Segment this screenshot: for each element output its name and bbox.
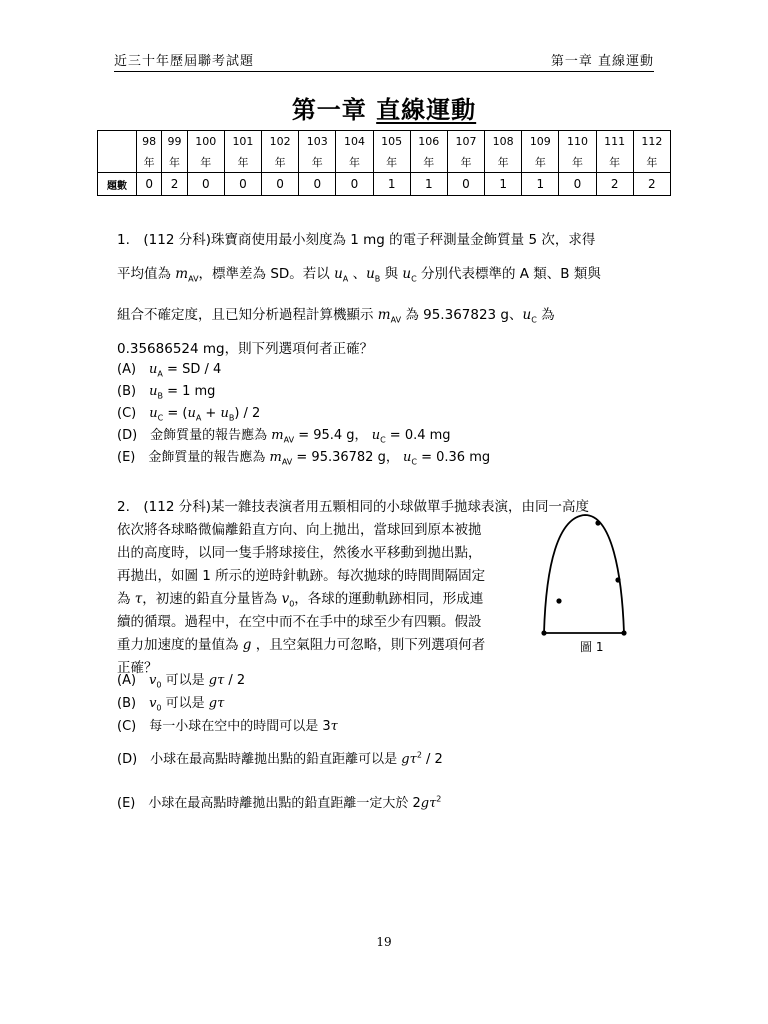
year-cell: 108 [485, 131, 522, 152]
year-suffix-cell: 年 [162, 151, 187, 173]
q2-line5: 為 τ，初速的鉛直分量皆為 $v_0$，各球的運動軌跡相同，形成連 [117, 591, 484, 609]
table-corner [98, 151, 137, 173]
count-cell: 0 [137, 173, 162, 196]
year-cell: 98 [137, 131, 162, 152]
count-cell: 2 [596, 173, 633, 196]
year-suffix-cell: 年 [224, 151, 261, 173]
q2-option-d: (D) 小球在最高點時離拋出點的鉛直距離可以是 $g\tau^2 / 2$ [117, 750, 443, 767]
count-cell: 0 [299, 173, 336, 196]
q1-option-c: (C) $u_C = (u_A + u_B) / 2$ [117, 406, 261, 423]
q1-line1: 1. (112 分科)珠寶商使用最小刻度為 1 mg 的電子秤測量金飾質量 5 次，求得 [117, 232, 596, 248]
year-suffix-cell: 年 [373, 151, 410, 173]
year-suffix-cell: 年 [137, 151, 162, 173]
year-suffix-cell: 年 [187, 151, 224, 173]
trajectory-figure [540, 505, 640, 655]
q2-option-c: (C) 每一小球在空中的時間可以是 3τ [117, 719, 338, 734]
q1-option-b: (B) $u_B = 1$ mg [117, 384, 216, 401]
q1-line3: 組合不確定度，且已知分析過程計算機顯示 $m_{AV}$ 為 95.367823 g、$u_C$ 為 [117, 307, 555, 325]
chapter-name: 直線運動 [376, 96, 477, 124]
q2-line2: 依次將各球略微偏離鉛直方向、向上拋出，當球回到原本被拋 [117, 522, 482, 538]
figure-caption: 圖 1 [580, 640, 604, 654]
year-suffix-cell: 年 [262, 151, 299, 173]
count-cell: 1 [485, 173, 522, 196]
q1-option-d: (D) 金飾質量的報告應為 $m_{AV} = 95.4$ g， $u_C = 0.4$ mg [117, 428, 451, 445]
count-cell: 1 [410, 173, 447, 196]
year-cell: 107 [447, 131, 484, 152]
year-cell: 103 [299, 131, 336, 152]
year-cell: 100 [187, 131, 224, 152]
year-cell: 110 [559, 131, 596, 152]
count-cell: 0 [336, 173, 373, 196]
q2-option-b: (B) $v_0$ 可以是 gτ [117, 696, 225, 713]
year-suffix-cell: 年 [410, 151, 447, 173]
q2-option-a: (A) $v_0$ 可以是 gτ / 2 [117, 673, 246, 690]
year-cell: 105 [373, 131, 410, 152]
header-book-title: 近三十年歷屆聯考試題 [114, 54, 255, 69]
chapter-title [0, 90, 768, 125]
year-suffix-cell: 年 [447, 151, 484, 173]
chapter-number: 第一章 [291, 96, 367, 124]
year-cell: 112 [633, 131, 670, 152]
q2-line3: 出的高度時，以同一隻手將球接住，然後水平移動到拋出點， [117, 545, 482, 561]
year-cell: 102 [262, 131, 299, 152]
count-cell: 0 [262, 173, 299, 196]
year-cell: 99 [162, 131, 187, 152]
exam-count-table [97, 130, 671, 196]
header-chapter: 第一章 直線運動 [550, 54, 654, 69]
page-number: 19 [376, 935, 392, 949]
q2-line6: 續的循環。過程中，在空中而不在手中的球至少有四顆。假設 [117, 614, 482, 630]
q1-option-e: (E) 金飾質量的報告應為 $m_{AV} = 95.36782$ g， $u_C = 0.36$ mg [117, 450, 491, 467]
year-suffix-cell: 年 [633, 151, 670, 173]
running-header [114, 47, 654, 72]
year-suffix-cell: 年 [336, 151, 373, 173]
year-suffix-cell: 年 [299, 151, 336, 173]
year-suffix-cell: 年 [485, 151, 522, 173]
count-cell: 0 [224, 173, 261, 196]
year-cell: 106 [410, 131, 447, 152]
q2-line1: 2. (112 分科)某一雜技表演者用五顆相同的小球做單手拋球表演，由同一高度 [117, 499, 589, 515]
q2-line8: 正確？ [117, 660, 158, 676]
count-cell: 1 [522, 173, 559, 196]
row-label: 題數 [98, 173, 137, 196]
count-cell: 0 [187, 173, 224, 196]
year-cell: 111 [596, 131, 633, 152]
count-cell: 0 [559, 173, 596, 196]
year-suffix-cell: 年 [522, 151, 559, 173]
q2-line4: 再拋出，如圖 1 所示的逆時針軌跡。每次拋球的時間間隔固定 [117, 568, 486, 584]
count-cell: 1 [373, 173, 410, 196]
year-cell: 109 [522, 131, 559, 152]
table-corner [98, 131, 137, 152]
q2-option-e: (E) 小球在最高點時離拋出點的鉛直距離一定大於 $2g\tau^2$ [117, 794, 442, 811]
year-cell: 101 [224, 131, 261, 152]
year-cell: 104 [336, 131, 373, 152]
count-cell: 2 [633, 173, 670, 196]
count-cell: 0 [447, 173, 484, 196]
year-suffix-cell: 年 [559, 151, 596, 173]
q1-line4: 0.35686524 mg，則下列選項何者正確？ [117, 341, 374, 357]
q1-line2: 平均值為 $m_{AV}$，標準差為 SD。若以 $u_A$ 、$u_B$ 與 $u_C$ 分別代表標準的 A 類、B 類與 [117, 266, 601, 284]
q2-line7: 重力加速度的量值為 g ，且空氣阻力可忽略，則下列選項何者 [117, 637, 486, 653]
year-suffix-cell: 年 [596, 151, 633, 173]
count-cell: 2 [162, 173, 187, 196]
q1-option-a: (A) $u_A$ = SD / 4 [117, 362, 222, 379]
